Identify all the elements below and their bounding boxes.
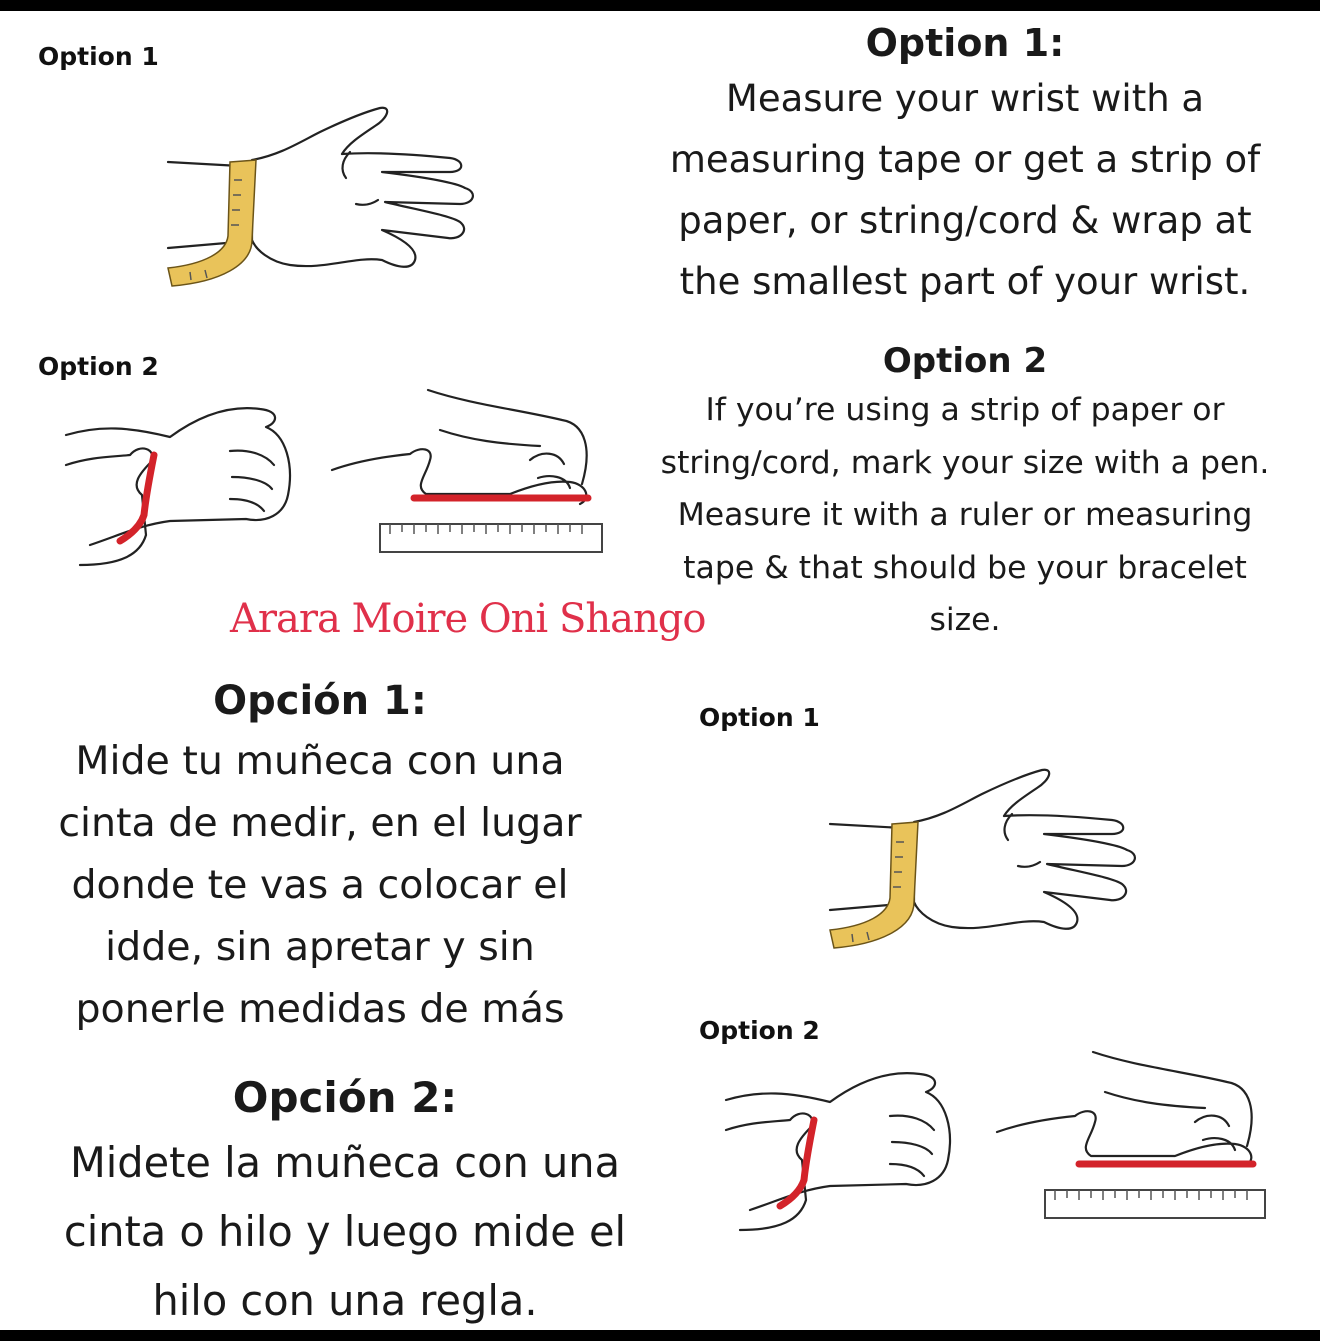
spanish-option1-line: cinta de medir, en el lugar: [58, 800, 582, 846]
english-option2-line: size.: [929, 602, 1001, 638]
spanish-option1-line: Mide tu muñeca con una: [75, 738, 565, 784]
english-option1-line: paper, or string/cord & wrap at: [678, 199, 1252, 242]
top-border: [0, 0, 1320, 11]
spanish-option2-line: cinta o hilo y luego mide el: [63, 1207, 627, 1256]
bottom-border: [0, 1330, 1320, 1341]
english-option1-line: the smallest part of your wrist.: [679, 260, 1251, 303]
wrist-tape-illustration: [160, 100, 490, 300]
english-option1-heading: Option 1:: [865, 21, 1065, 65]
english-option2-line: string/cord, mark your size with a pen.: [660, 444, 1270, 481]
english-option1: [625, 18, 1305, 312]
spanish-option1-heading: Opción 1:: [213, 678, 427, 724]
english-option2-line: If you’re using a strip of paper or: [705, 392, 1225, 428]
diagram-option1-label: Option 1: [38, 42, 159, 71]
diagram-option2-label: Option 2: [699, 1016, 820, 1045]
spanish-option1: [20, 672, 620, 1040]
english-option2-heading: Option 2: [882, 341, 1048, 381]
spanish-option2-line: hilo con una regla.: [152, 1276, 538, 1325]
wrist-cord-illustration: [60, 395, 300, 575]
spanish-option1-line: ponerle medidas de más: [75, 986, 565, 1032]
english-option1-line: measuring tape or get a strip of: [669, 138, 1261, 181]
spanish-option2-line: Midete la muñeca con una: [69, 1138, 621, 1187]
diagram-option2-label: Option 2: [38, 352, 159, 381]
wrist-cord-illustration: [720, 1060, 960, 1240]
cord-ruler-illustration: [330, 390, 610, 565]
spanish-option1-line: donde te vas a colocar el: [71, 862, 569, 908]
wrist-tape-illustration: [822, 762, 1152, 962]
cord-ruler-illustration: [995, 1052, 1275, 1227]
brand-name: Arara Moire Oni Shango: [230, 596, 706, 642]
spanish-option1-line: idde, sin apretar y sin: [105, 924, 535, 970]
english-option2-line: tape & that should be your bracelet: [683, 549, 1247, 586]
english-option1-line: Measure your wrist with a: [725, 77, 1205, 120]
english-option2-line: Measure it with a ruler or measuring: [677, 497, 1253, 533]
spanish-option2-heading: Opción 2:: [232, 1073, 458, 1122]
diagram-option1-label: Option 1: [699, 703, 820, 732]
spanish-option2: [20, 1068, 670, 1335]
